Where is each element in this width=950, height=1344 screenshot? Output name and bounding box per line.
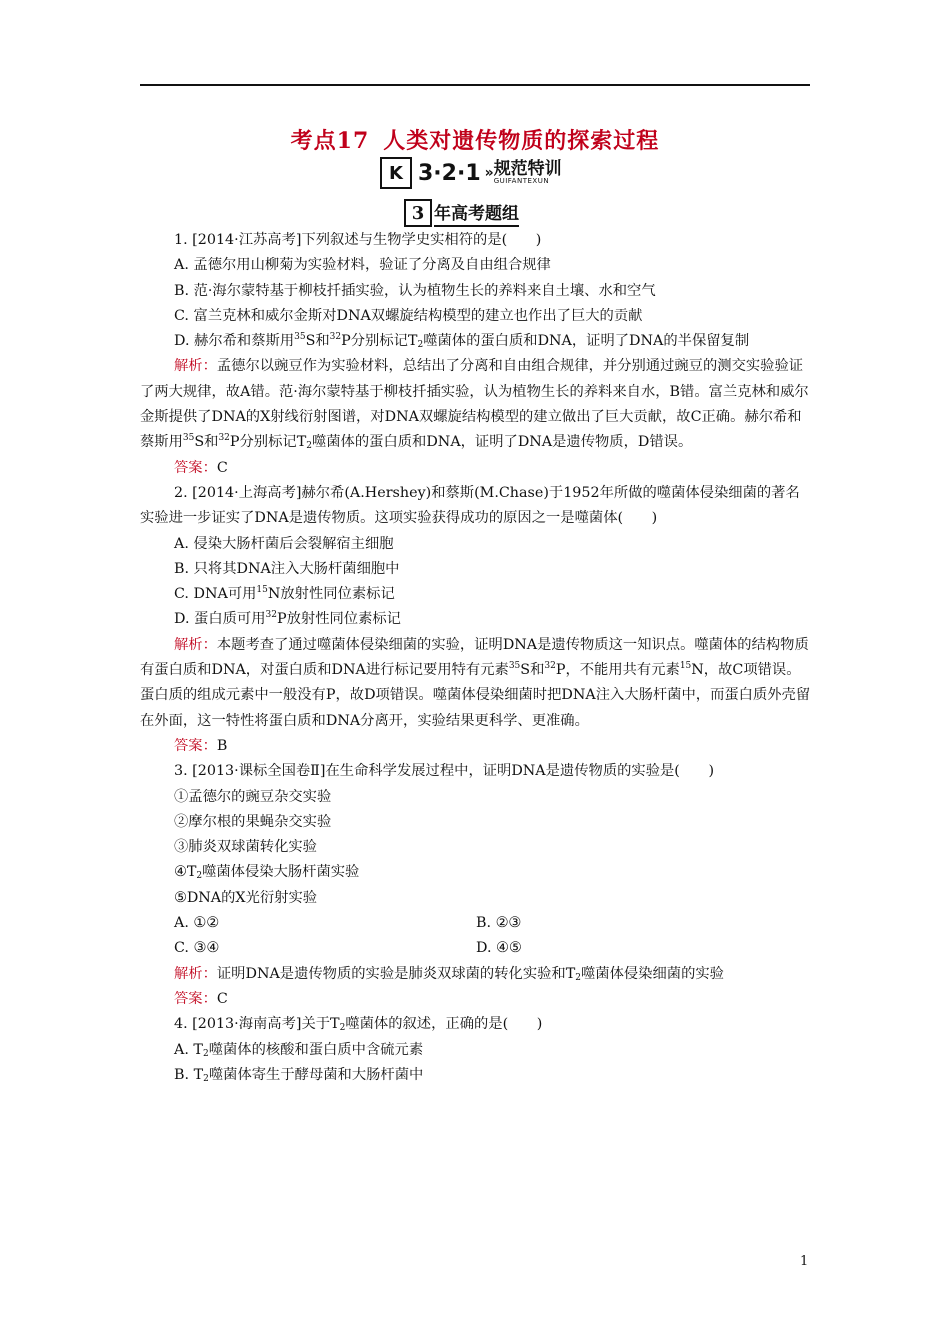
question-2-answer: 答案：B xyxy=(174,737,228,754)
question-2-option-b: B. 只将其DNA注入大肠杆菌细胞中 xyxy=(174,560,400,577)
group-label: 年高考题组 xyxy=(434,199,519,227)
group-number: 3 xyxy=(404,199,432,227)
group-heading xyxy=(404,200,519,226)
question-2-option-c: C. DNA可用$^{15}$N放射性同位素标记 xyxy=(174,585,395,603)
question-3-item-4: $④T_2$噬菌体侵染大肠杆菌实验 xyxy=(174,864,360,882)
logo-arrows-icon: » xyxy=(484,165,494,181)
logo-name-pinyin: GUIFANTEXUN xyxy=(493,177,550,185)
question-3-item-5: ⑤DNA的X光衍射实验 xyxy=(174,889,318,906)
answer-label: 答案： xyxy=(174,737,217,754)
answer-label: 答案： xyxy=(174,459,217,476)
question-3-item-3: ③肺炎双球菌转化实验 xyxy=(174,839,317,856)
logo-numbers: 3·2·1 xyxy=(418,160,481,186)
title-text: 人类对遗传物质的探索过程 xyxy=(383,128,660,154)
question-1-option-d: D. 赫尔希和蔡斯用$^{35}$S和$^{32}$P分别标记$T_2$噬菌体的蛋白质和DNA，证明了DNA的半保留复制 xyxy=(174,332,750,351)
answer-label: 答案： xyxy=(174,990,217,1007)
question-4-option-b: B. $T_2$噬菌体寄生于酵母菌和大肠杆菌中 xyxy=(174,1066,424,1084)
question-2-option-a: A. 侵染大肠杆菌后会裂解宿主细胞 xyxy=(174,535,394,552)
question-3-options xyxy=(140,911,812,962)
title-number: 考点17 xyxy=(290,128,370,154)
question-3-option-b: B. ②③ xyxy=(476,915,522,932)
question-1-option-b: B. 范·海尔蒙特基于柳枝扦插实验，认为植物生长的养料来自土壤、水和空气 xyxy=(174,282,656,299)
question-3-option-c: C. ③④ xyxy=(174,940,220,957)
question-1-analysis: 解析：孟德尔以豌豆作为实验材料，总结出了分离和自由组合规律，并分别通过豌豆的测交实验验证了两大规律，故A错。范·海尔蒙特基于柳枝扦插实验，认为植物生长的养料来自水，B错。富兰克林和威尔金斯提供了DNA的X射线衍射图谱，对DNA双螺旋结构模型的建立做出了巨大贡献，故C正确。赫尔希和蔡斯用$^{35}$S和$^{32}$P分别标记$T_2$噬菌体的蛋白质和DNA，证明了DNA是遗传物质，D错误。 xyxy=(140,358,809,452)
question-1-option-c: C. 富兰克林和威尔金斯对DNA双螺旋结构模型的建立也作出了巨大的贡献 xyxy=(174,307,643,324)
analysis-label: 解析： xyxy=(174,636,217,653)
question-1-stem: 1. [2014·江苏高考]下列叙述与生物学史实相符的是( ) xyxy=(174,232,542,248)
question-2-analysis: 解析：本题考查了通过噬菌体侵染细菌的实验，证明DNA是遗传物质这一知识点。噬菌体的结构物质有蛋白质和DNA，对蛋白质和DNA进行标记要用特有元素$^{35}$S和$^{32}$P，不能用共有元素$^{15}$N，故C项错误。蛋白质的组成元素中一般没有P，故D项错误。噬菌体侵染细菌时把DNA注入大肠杆菌中，而蛋白质外壳留在外面，这一特性将蛋白质和DNA分离开，实验结果更科学、更准确。 xyxy=(140,636,811,729)
section-logo xyxy=(380,156,562,190)
question-3-item-1: ①孟德尔的豌豆杂交实验 xyxy=(174,788,332,805)
question-3-stem: 3. [2013·课标全国卷Ⅱ]在生命科学发展过程中，证明DNA是遗传物质的实验是( ) xyxy=(174,763,715,780)
page-number: 1 xyxy=(800,1254,809,1269)
question-1-option-a: A. 孟德尔用山柳菊为实验材料，验证了分离及自由组合规律 xyxy=(174,257,551,274)
page-title xyxy=(0,124,950,155)
question-3-analysis: 解析：证明DNA是遗传物质的实验是肺炎双球菌的转化实验和$T_2$噬菌体侵染细菌的实验 xyxy=(174,965,724,983)
logo-k-icon: K xyxy=(380,157,412,189)
question-4-option-a: A. $T_2$噬菌体的核酸和蛋白质中含硫元素 xyxy=(174,1041,424,1059)
question-3-item-2: ②摩尔根的果蝇杂交实验 xyxy=(174,813,332,830)
logo-name-zh: 规范特训 xyxy=(493,159,562,179)
question-2-stem: 2. [2014·上海高考]赫尔希(A.Hershey)和蔡斯(M.Chase)于1952年所做的噬菌体侵染细菌的著名实验进一步证实了DNA是遗传物质。这项实验获得成功的原因之一是噬菌体( ) xyxy=(140,484,800,527)
question-4-stem: 4. [2013·海南高考]关于$T_2$噬菌体的叙述，正确的是( ) xyxy=(174,1016,543,1034)
logo-name xyxy=(494,161,562,185)
question-3-answer: 答案：C xyxy=(174,990,228,1007)
question-3-option-a: A. ①② xyxy=(174,915,220,932)
analysis-label: 解析： xyxy=(174,358,217,375)
question-1-answer: 答案：C xyxy=(174,459,228,476)
document-body xyxy=(140,228,812,1088)
question-2-option-d: D. 蛋白质可用$^{32}$P放射性同位素标记 xyxy=(174,610,401,628)
question-3-option-d: D. ④⑤ xyxy=(476,940,522,957)
analysis-label: 解析： xyxy=(174,965,217,982)
header-rule xyxy=(140,84,810,86)
